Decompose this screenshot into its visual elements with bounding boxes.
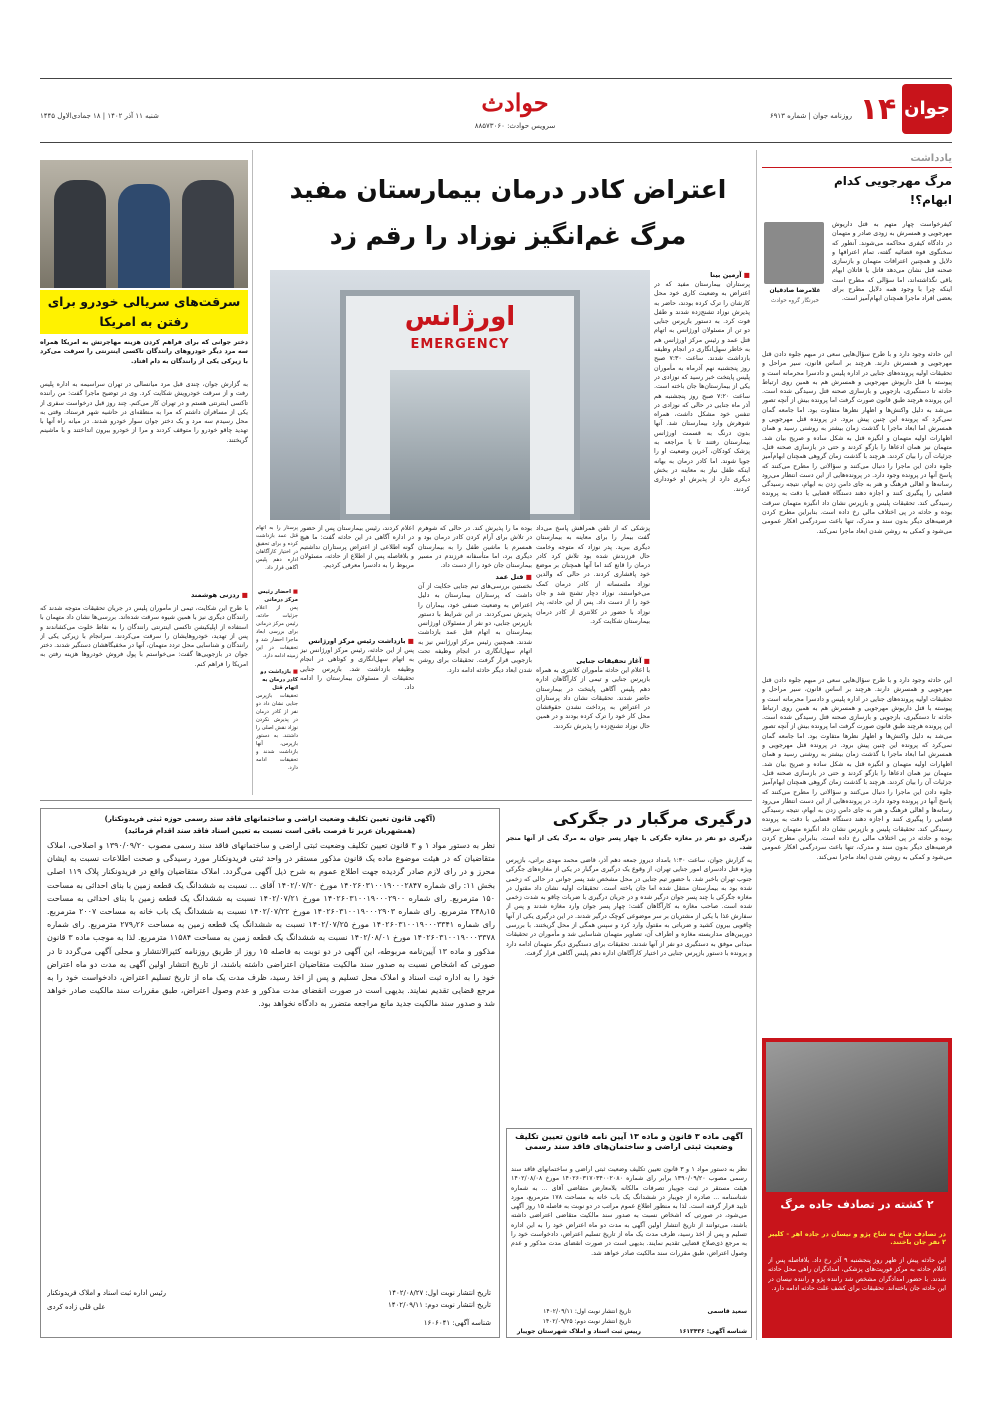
photo-sign-en: EMERGENCY: [410, 337, 510, 352]
section-rule: [40, 800, 752, 801]
accident-lead: در تصادف شاخ به شاخ پژو و نیسان در جاده اهر - کلیبر ۲ نفر جان باختند.: [768, 1230, 946, 1246]
photo-sign-fa: اورژانس: [404, 302, 516, 332]
main-col2-text: پزشکی که از تلفن همراهش پاسخ می‌داد گفت بیمار را برای معاینه به بیمارستان دیگری ببرید. پدر نوزاد که متوجه وخامت حال فرزندش شده بود تلاش کرد کادر درمان را قانع کند اما آنها همچنان بر موضع خود پافشاری کردند. در حالی که والدین نوزاد ملتمسانه از کادر درمان کمک می‌خواستند، نوزاد دچار تشنج شد و جان خود را از دست داد. پس از این حادثه، پدر نوزاد با حضور در کلانتری از کادر درمان بیمارستان شکایت کرد.: [536, 525, 650, 625]
note-title: مرگ مهرجویی کدام ابهام؟!: [834, 174, 952, 207]
main-col4-text: اعلام کردند، رئیس بیمارستان پس از حضور در اداره آگاهی در این حادثه گفت: ما هیچ گونه اطلاعی از اعتراض پرستاران نداشتیم و بلافاصله پس از اطلاع از حادثه، مسئولان مربوط را به دادسرا معرفی کردیم.: [300, 525, 414, 570]
newspaper-logo: جوان: [902, 84, 952, 134]
header-bottom-rule: [40, 142, 952, 143]
note-lead: کیفرخواست چهار متهم به قتل داریوش مهرجویی و همسرش به زودی صادر و متهمان در دادگاه کیفری محاکمه می‌شوند. آنطور که سخنگوی قوه قضائیه گفته، تمام اعترافها و دلایل و همچنین اعترافات متهمان و بازسازی صحنه قتل نشان می‌دهد قاتل یا قاتلان ابهام باقی نگذاشته‌اند، اما سؤالی که مطرح است اینکه چرا با وجود همه دلایل مطرح برای بعضی افراد ماجرا همچنان ابهام‌آمیز است.: [832, 221, 952, 303]
thieves-title: سرقت‌های سریالی خودرو برای رفتن به امریکا: [40, 290, 248, 334]
ad-right-signature2: رییس ثبت اسناد و املاک شهرستان جویبار: [517, 1328, 641, 1335]
ad-right-title: آگهی ماده ۳ قانون و ماده ۱۳ آیین نامه قانون تعیین تکلیف وضعیت ثبتی اراضی و ساختمان‌های فاقد سند رسمی: [515, 1132, 743, 1151]
thieves-subhead: ■ ردزنی هوشمند: [40, 590, 248, 602]
ad-right-body: نظر به دستور مواد ۱ و ۳ قانون تعیین تکلیف وضعیت ثبتی اراضی و ساختمانهای فاقد سند رسمی مصوب ۱۳۹۰/۰۹/۲۰ برابر رای شماره ۱۴۰۲۶۰۳۱۷۰۳۴۰۰۲۰۸۰ مورخ ۱۴۰۲/۰۸/۰۸ هیئت مستقر در ثبت جویبار تصرفات مالکانه بلامعارض متقاضی آقای ... به شماره شناسنامه ... صادره از جویبار در ششدانگ یک باب خانه به مساحت ۱۷۸ مترمربع، مورد تایید قرار گرفته است. لذا به منظور اطلاع عموم مراتب در دو نوبت به فاصله ۱۵ روز آگهی می‌شود، در صورتی که اشخاص نسبت به صدور سند مالکیت متقاضی اعتراضی داشته باشند، می‌توانند از تاریخ انتشار اولین آگهی به مدت دو ماه اعتراض خود را به این اداره تسلیم و پس از اخذ رسید، ظرف مدت یک ماه از تاریخ تسلیم اعتراض، دادخواست خود را به مرجع ذی‌صلاح قضایی تقدیم نمایند. بدیهی است در صورت انقضای مدت مذکور و عدم وصول اعتراض، طبق مقررات سند مالکیت صادر خواهد شد.: [511, 1166, 747, 1257]
ad-left-header: (آگهی قانون تعیین تکلیف وضعیت اراضی و ساختمانهای فاقد سند رسمی حوزه ثبتی فریدونکنار): [104, 815, 436, 823]
ad-left-date2: تاریخ انتشار نوبت دوم: ۱۴۰۲/۰۹/۱۱: [388, 1301, 491, 1309]
ad-right-signature1: سعید قاسمی: [707, 1308, 747, 1315]
main-col1: [654, 270, 750, 790]
ad-left: [40, 808, 500, 1338]
subhead-medical-chief: ■ احضار رئیس مرکز درمانی: [256, 588, 298, 604]
suspect-3: [182, 180, 234, 288]
main-title-line1: اعتراض کادر درمان بیمارستان مفید: [289, 175, 727, 204]
separator: [756, 150, 757, 1340]
note-body: این حادثه وجود دارد و با طرح سؤال‌هایی سعی در مبهم جلوه دادن قتل مهرجویی و همسرش دارند. هرچند بر اساس قانون، سیر مراحل و تحقیقات اولیه پرونده‌های جنایی در اداره پلیس و دادسرا محرمانه است و پیوسته با قتل داریوش مهرجویی و همسرش هم به همین روی ارتباط حادثه تا دستگیری، بازجویی و بازسازی صحنه قتل رسیدگی شده است. این پرونده هرچند طبق قانون صورت گرفت اما پرونده بیش از آنچه تصور می‌شد به دلیل واکنش‌ها و اظهار نظرها متفاوت بود. اما جامعه گمان نمی‌کرد که پرونده این چنین پیش برود. در پرونده قتل مهرجویی و همسرش اما ابعاد ماجرا با گذشت زمان بیشتر به روشنی رسید و همان اظهارات اولیه متهمان و انگیزه قتل به شکل ساده و صریح بیان شد. متهمان نیز همان ادعاها را بازگو کردند و حتی در بازسازی صحنه قتل، جزئیات آن را بیان کردند. هرچند با گذشت زمان گروهی همچنان ابهام‌آمیز جلوه دادن این ماجرا را دنبال می‌کنند و سؤالاتی را مطرح می‌کنند که پاسخ آنها در پرونده وجود دارد. در پرونده‌هایی از این دست انتظار می‌رود رسانه‌ها و اهالی فرهنگ و هنر به جای دامن زدن به ابهام، نتیجه رسیدگی قضایی را پیگیری کنند و اجازه دهند دستگاه قضایی با دقت به پرونده رسیدگی کند. تحقیقات پلیس و بازپرس نشان داد انگیزه متهمان سرقت بوده و حادثه در پی اختلاف مالی رخ داده است. بنابراین مطرح کردن فرضیه‌های دیگر بدون سند و مدرک، تنها باعث سردرگمی افکار عمومی می‌شود و کمکی به روشن شدن ابعاد ماجرا نمی‌کند.: [762, 351, 952, 535]
main-col5b-text: پس از اعلام جزئیات حادثه، رئیس مرکز درمانی برای بررسی ابعاد ماجرا احضار شد و تحقیقات در این زمینه ادامه دارد.: [256, 605, 298, 659]
ad-left-date1: تاریخ انتشار نوبت اول: ۱۴۰۲/۰۸/۲۷: [388, 1289, 491, 1297]
main-col4: [300, 524, 414, 790]
arrest-body: به گزارش جوان، ساعت ۱:۳۰ بامداد دیروز جمعه دهم آذر، قاضی محمد مهدی براتی، بازپرس ویژه قتل دادسرای امور جنایی تهران، از وقوع یک درگیری مرگبار در یکی از مغازه‌های جگرکی جنوب تهران باخبر شد. با حضور تیم جنایی در محل مشخص شد پسر جوانی در حالی که زخمی شده بود به بیمارستان منتقل شده اما جان باخته است. تحقیقات اولیه نشان داد مقتول در مغازه جگرکی با چند پسر جوان درگیر شده و در جریان درگیری با ضربات چاقو به شدت زخمی شده است. صاحب مغازه به کارآگاهان گفت: چهار پسر جوان وارد مغازه شدند و پس از سفارش غذا با یکی از مشتریان بر سر موضوعی کوچک درگیر شدند. در این درگیری یکی از آنها چاقویی بیرون کشید و ضرباتی به مقتول وارد کرد و سپس همگی از محل گریختند. با بررسی دوربین‌های مداربسته مغازه و اطراف آن، تصاویر متهمان شناسایی شد و مأموران در تحقیقات میدانی موفق به دستگیری دو نفر از آنها شدند. تحقیقات برای دستگیری دیگر متهمان ادامه دارد و پرونده با دستور بازپرس جنایی در اختیار کارآگاهان اداره دهم پلیس آگاهی قرار گرفت.: [506, 857, 752, 957]
accident-photo: [766, 1042, 948, 1192]
ad-right-date1: تاریخ انتشار نوبت اول: ۱۴۰۲/۰۹/۱۱: [543, 1308, 631, 1315]
header-top-rule: [40, 78, 952, 79]
arrest-lead: درگیری دو نفر در مغازه جگرکی با چهار پسر جوان به مرگ یکی از آنها منجر شد.: [506, 835, 752, 852]
main-col5-block: [182, 524, 183, 525]
main-col3: [418, 524, 532, 790]
ad-right-code: شناسه آگهی: ۱۶۱۳۴۳۶: [679, 1328, 747, 1335]
ad-right: [506, 1128, 752, 1338]
main-title-line2: مرگ غم‌انگیز نوزاد را رقم زد: [329, 221, 687, 250]
subhead-emergency-chief: ■ بازداشت رئیس مرکز اورژانس: [300, 636, 414, 646]
main-col3-text: بوده ما را پذیرش کند. در حالی که شوهرم در تلاش برای آرام کردن کادر درمان بود و همسرم با ماشین طفل را به بیمارستان دیگری برد، اما متأسفانه فرزندم در مسیر بیمارستان جان خود را از دست داد.: [418, 525, 532, 570]
ad-left-signature2: علی قلی زاده کردی: [47, 1303, 106, 1311]
author-photo: [764, 222, 824, 284]
main-col3b-text: نخستین بررسی‌های تیم جنایی حکایت از آن داشت که پرستاران بیمارستان به دلیل اعتراض به وضعیت صنفی خود، بیماران را پذیرش نمی‌کردند. در این شرایط با دستور بازپرس جنایی، دو نفر از مسئولان اورژانس بیمارستان به اتهام قتل عمد بازداشت شدند. همچنین رئیس مرکز اورژانس نیز به اتهام سهل‌انگاری در انجام وظیفه تحت بازجویی قرار گرفت. تحقیقات برای روشن شدن ابعاد دیگر حادثه ادامه دارد.: [418, 583, 532, 674]
separator: [252, 150, 253, 795]
ad-right-date2: تاریخ انتشار نوبت دوم: ۱۴۰۲/۰۹/۲۵: [542, 1318, 631, 1325]
author-name: غلامرضا صادقیان: [769, 287, 821, 294]
date-line: شنبه ۱۱ آذر ۱۴۰۲ | ۱۸ جمادی‌الاول ۱۴۴۵: [40, 112, 159, 120]
author-role: خبرنگار گروه حوادث: [771, 298, 819, 304]
note-column: [762, 150, 952, 670]
note-body-cont: این حادثه وجود دارد و با طرح سؤال‌هایی سعی در مبهم جلوه دادن قتل مهرجویی و همسرش دارند. هرچند بر اساس قانون، سیر مراحل و تحقیقات اولیه پرونده‌های جنایی در اداره پلیس و دادسرا محرمانه است و پیوسته با قتل داریوش مهرجویی و همسرش هم به همین روی ارتباط حادثه تا دستگیری، بازجویی و بازسازی صحنه قتل رسیدگی شده است. این پرونده هرچند طبق قانون صورت گرفت اما پرونده بیش از آنچه تصور می‌شد به دلیل واکنش‌ها و اظهار نظرها متفاوت بود. اما جامعه گمان نمی‌کرد که پرونده این چنین پیش برود. در پرونده قتل مهرجویی و همسرش اما ابعاد ماجرا با گذشت زمان بیشتر به روشنی رسید و همان اظهارات اولیه متهمان و انگیزه قتل به شکل ساده و صریح بیان شد. متهمان نیز همان ادعاها را بازگو کردند و حتی در بازسازی صحنه قتل، جزئیات آن را بیان کردند. هرچند با گذشت زمان گروهی همچنان ابهام‌آمیز جلوه دادن این ماجرا را دنبال می‌کنند و سؤالاتی را مطرح می‌کنند که پاسخ آنها در پرونده وجود دارد. در پرونده‌هایی از این دست انتظار می‌رود رسانه‌ها و اهالی فرهنگ و هنر به جای دامن زدن به ابهام، نتیجه رسیدگی قضایی را پیگیری کنند و اجازه دهند دستگاه قضایی با دقت به پرونده رسیدگی کند. تحقیقات پلیس و بازپرس نشان داد انگیزه متهمان سرقت بوده و حادثه در پی اختلاف مالی رخ داده است. بنابراین مطرح کردن فرضیه‌های دیگر بدون سند و مدرک، تنها باعث سردرگمی افکار عمومی می‌شود و کمکی به روشن شدن ابعاد ماجرا نمی‌کند.: [762, 677, 952, 861]
issue-info: روزنامه جوان | شماره ۶۹۱۳: [769, 112, 852, 120]
main-col5c-text: تحقیقات بازپرس جنایی نشان داد دو نفر از کادر درمان در پذیرش نکردن نوزاد نقش اصلی را داشتند. به دستور بازپرس، آنها بازداشت شدند و تحقیقات ادامه دارد.: [256, 693, 298, 771]
main-col5-text: پرستار را به اتهام قتل عمد بازداشت کرده و برای تحقیق در اختیار کارآگاهان اداره دهم پلیس آگاهی قرار داد.: [256, 525, 298, 571]
section-title: حوادث: [481, 88, 549, 117]
main-author: ■ آرمین بینا: [654, 270, 750, 280]
note-kicker: یادداشت: [762, 150, 952, 168]
thieves-lead: دختر جوانی که برای فراهم کردن هزینه مهاجرتش به امریکا همراه سه مرد دیگر خودروهای رانندگان تاکسی اینترنتی را سرقت می‌کرد با زیرکی یکی از رانندگان به دام افتاد.: [40, 339, 248, 365]
arrest-title: درگیری مرگبار در جگرکی: [552, 809, 752, 828]
ad-left-body: نظر به دستور مواد ۱ و ۳ قانون تعیین تکلیف وضعیت ثبتی اراضی و ساختمانهای فاقد سند رسمی مصوب ۱۳۹۰/۰۹/۲۰ و اصلاحی، املاک متقاضیان که در هیئت موضوع ماده یک قانون مذکور مستقر در واحد ثبتی فریدونکنار مورد رسیدگی و صحت اطلاعات نسبت به ایشان محرز و در رای لازم صادر گردیده جهت اطلاع عموم به شرح ذیل آگهی می‌گردد. املاک متقاضیان واقع در فریدونکنار پلاک ۱۱۹ اصلی بخش ۱۱: رای شماره ۱۴۰۲۶۰۳۱۰۰۱۹۰۰۰۲۸۴۷ مورخ ۱۴۰۲/۰۷/۲۰ آقای ... نسبت به ششدانگ یک قطعه زمین با بنای احداثی به مساحت ۱۵۰ مترمربع. رای شماره ۱۴۰۲۶۰۳۱۰۰۱۹۰۰۰۲۹۰۰ مورخ ۱۴۰۲/۰۷/۲۱ نسبت به ششدانگ یک قطعه زمین با بنای احداثی به مساحت ۲۴۸٫۱۵ مترمربع. رای شماره ۱۴۰۲۶۰۳۱۰۰۱۹۰۰۰۲۹۰۳ مورخ ۱۴۰۲/۰۷/۲۲ نسبت به ششدانگ یک باب خانه به مساحت ۲۰۰۷ مترمربع. رای شماره ۱۴۰۲۶۰۳۱۰۰۱۹۰۰۰۳۳۴۱ مورخ ۱۴۰۲/۰۷/۲۵ نسبت به ششدانگ یک قطعه زمین به مساحت ۲۷۹٫۲۶ مترمربع. رای شماره ۱۴۰۲۶۰۳۱۰۰۱۹۰۰۰۳۳۷۸ مورخ ۱۴۰۲/۰۸/۰۱ نسبت به ششدانگ یک قطعه زمین به مساحت ۱۱۵۸۴ مترمربع. لذا به موجب ماده ۳ قانون مذکور و ماده ۱۳ آیین‌نامه مربوطه، این آگهی در دو نوبت به فاصله ۱۵ روز از طریق روزنامه کثیرالانتشار و محلی آگهی می‌گردد تا در صورتی که اشخاص نسبت به صدور سند مالکیت متقاضیان اعتراضی داشته باشند، از تاریخ انتشار اولین آگهی به مدت دو ماه اعتراض خود را به اداره ثبت اسناد و املاک محل تسلیم و پس از اخذ رسید، ظرف مدت یک ماه از تاریخ تسلیم اعتراض، دادخواست خود را به مرجع قضایی تقدیم نمایند. بدیهی است در صورت انقضای مدت مذکور و عدم وصول اعتراض، طبق مقررات سند مالکیت صادر خواهد شد و صدور سند مالکیت جدید مانع مراجعه متضرر به دادگاه نخواهد بود.: [47, 841, 495, 1009]
suspect-2: [118, 184, 170, 288]
ad-left-code: شناسه آگهی: ۱۶۰۶۰۴۱: [423, 1319, 491, 1327]
photo-corridor: [390, 370, 530, 520]
main-col4b-text: پس از این حادثه، رئیس مرکز اورژانس نیز به اتهام سهل‌انگاری و کوتاهی در انجام وظیفه بازداشت شد. بازپرس جنایی تحقیقات از مسئولان بیمارستان را ادامه داد.: [300, 647, 414, 692]
main-col1-text: پرستاران بیمارستان مفید که در اعتراض به وضعیت کاری خود محل کارشان را ترک کرده بودند، حاضر به پذیرش نوزاد تشنج‌زده شدند و طفل فوت کرد. به دستور بازپرس جنایی دو تن از مسئولان اورژانس به اتهام قتل عمد و رئیس مرکز اورژانس هم به خاطر سهل‌انگاری در انجام وظیفه بازداشت شدند. ساعت ۷:۳۰ صبح روز پنجشنبه نهم آذرماه به مأموران پلیس پایتخت خبر رسید که نوزادی در یکی از بیمارستان‌ها جان باخته است. ساعت ۷:۲۰ صبح روز پنجشنبه هم آذر ماه جنایی در حالی که نوزادی در تنفس خود مشکل داشت، همراه شوهرش وارد بیمارستان شد. آنها بدون درنگ به قسمت اورژانس بیمارستان رفتند تا با مراجعه به پزشک کودکان، آخرین وضعیت او را جویا شوند. اما کادر درمان به بهانه اینکه طفل نیاز به معاینه در بخش دیگری دارد از پذیرش او خودداری کردند.: [654, 281, 750, 493]
accident-title: ۲ کشته در تصادف جاده مرگ: [780, 1198, 934, 1211]
main-col2b-text: با اعلام این حادثه مأموران کلانتری به همراه بازپرس جنایی و تیمی از کارآگاهان اداره دهم پلیس آگاهی پایتخت در بیمارستان حاضر شدند. تحقیقات نشان داد پرستاران در اعتراض به پرداخت نشدن حقوقشان محل کار خود را ترک کرده بودند و در همین حال نوزاد تشنج‌زده را پذیرش نکردند.: [536, 667, 650, 730]
service-line: سرویس حوادث: ۸۸۵۷۳۰۶۰: [474, 122, 556, 130]
subhead-investigation: ■ آغاز تحقیقات جنایی: [536, 656, 650, 666]
ad-left-subheader: (همشهریان عزیز تا فرصت باقی است نسبت به تعیین اسناد فاقد سند اقدام فرمائید): [124, 827, 416, 835]
ad-left-signature1: رئیس اداره ثبت اسناد و املاک فریدونکنار: [47, 1289, 167, 1297]
accident-body: این حادثه پیش از ظهر روز پنجشنبه ۹ آذر رخ داد. بلافاصله پس از اعلام حادثه به مرکز فوریت‌های پزشکی، امدادگران راهی محل حادثه شدند. با حضور امدادگران مشخص شد راننده پژو و راننده نیسان در این حادثه جان باخته‌اند. تحقیقات برای کشف علت حادثه ادامه دارد.: [768, 1257, 946, 1292]
masthead: [40, 84, 952, 136]
accident-box: [762, 1038, 952, 1338]
thieves-body2: با طرح این شکایت، تیمی از مأموران پلیس در جریان تحقیقات متوجه شدند که رانندگان دیگری نیز با همین شیوه سرقت شده‌اند. بررسی‌ها نشان داد متهمان با استفاده از اپلیکیشن تاکسی اینترنتی رانندگان را به نقاط خلوت می‌کشاندند و پس از تهدید، خودروهایشان را سرقت می‌کردند. سرانجام با زیرکی یکی از رانندگان و شناسایی محل تردد متهمان، آنها در مخفیگاهشان دستگیر شدند. دختر جوان در بازجویی‌ها گفت: می‌خواستم با پول فروش خودروها هزینه رفتن به امریکا را فراهم کنم.: [40, 605, 248, 668]
thieves-body: به گزارش جوان، چندی قبل مرد میانسالی در تهران سراسیمه به اداره پلیس رفت و از سرقت خودرویش شکایت کرد. وی در توضیح ماجرا گفت: من راننده تاکسی اینترنتی هستم و در تهران کار می‌کنم. چند روز قبل درخواست سفری از یکی از مسافران داشتم که مرا به منطقه‌ای در حاشیه شهر فرستاد. وقتی به محل رسیدم سه مرد و یک دختر جوان سوار خودرو شدند. در میانه راه آنها با تهدید چاقو خودرو را متوقف کردند و مرا از خودرو بیرون انداختند و با ماشینم گریختند.: [40, 381, 248, 444]
page-number: ۱۴: [856, 90, 900, 130]
main-col2: [536, 524, 650, 790]
main-photo: [270, 270, 650, 520]
subhead-murder: ■ قتل عمد: [418, 572, 532, 582]
suspects-photo: [40, 160, 248, 288]
suspect-1: [54, 180, 106, 288]
subhead-staff-arrest: ■ بازداشت دو کادر درمان به اتهام قتل: [256, 668, 298, 692]
main-fifth-column: [256, 524, 298, 790]
